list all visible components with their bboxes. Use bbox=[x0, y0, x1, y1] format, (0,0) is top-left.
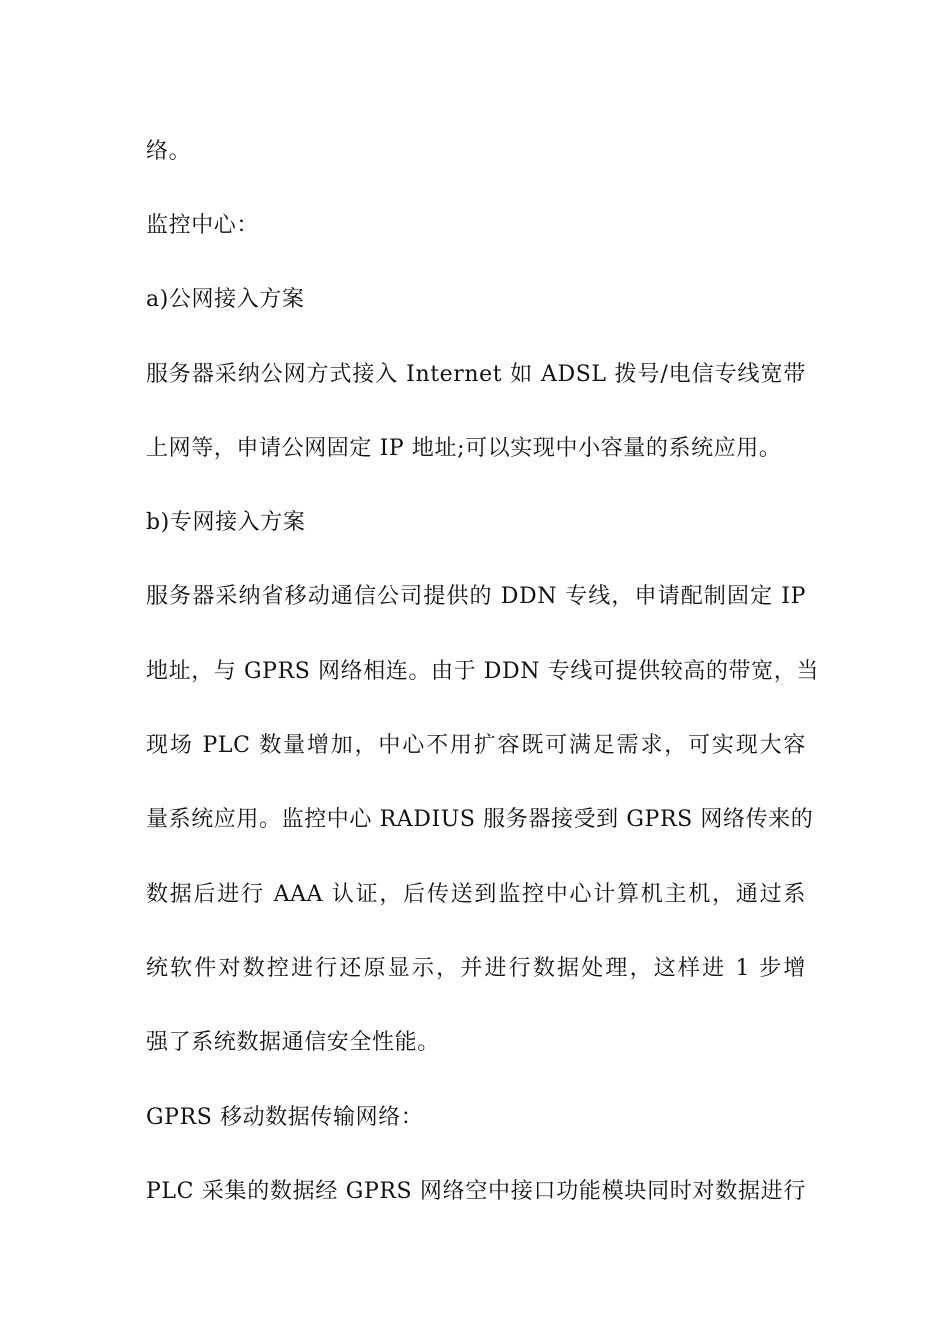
heading-private-network-plan: b)专网接入方案 bbox=[146, 510, 306, 535]
text-line-15: PLC 采集的数据经 GPRS 网络空中接口功能模块同时对数据进行 bbox=[146, 1179, 806, 1204]
text-line-4: 服务器采纳公网方式接入 Internet 如 ADSL 拨号/电信专线宽带 bbox=[146, 362, 806, 387]
text-line-11: 数据后进行 AAA 认证，后传送到监控中心计算机主机，通过系 bbox=[146, 882, 806, 907]
text-line-7: 服务器采纳省移动通信公司提供的 DDN 专线，申请配制固定 IP bbox=[146, 584, 806, 609]
text-line-13: 强了系统数据通信安全性能。 bbox=[146, 1030, 440, 1055]
text-line-1: 络。 bbox=[146, 139, 192, 164]
text-line-9: 现场 PLC 数量增加，中心不用扩容既可满足需求，可实现大容 bbox=[146, 733, 806, 758]
text-line-12: 统软件对数控进行还原显示，并进行数据处理，这样进 1 步增 bbox=[146, 956, 806, 981]
text-line-10: 量系统应用。监控中心 RADIUS 服务器接受到 GPRS 网络传来的 bbox=[146, 807, 814, 832]
heading-monitoring-center: 监控中心： bbox=[146, 213, 260, 238]
text-line-5: 上网等，申请公网固定 IP 地址;可以实现中小容量的系统应用。 bbox=[146, 436, 782, 461]
heading-gprs-network: GPRS 移动数据传输网络： bbox=[146, 1105, 424, 1130]
heading-public-network-plan: a)公网接入方案 bbox=[146, 287, 305, 312]
text-line-8: 地址，与 GPRS 网络相连。由于 DDN 专线可提供较高的带宽，当 bbox=[146, 659, 819, 684]
